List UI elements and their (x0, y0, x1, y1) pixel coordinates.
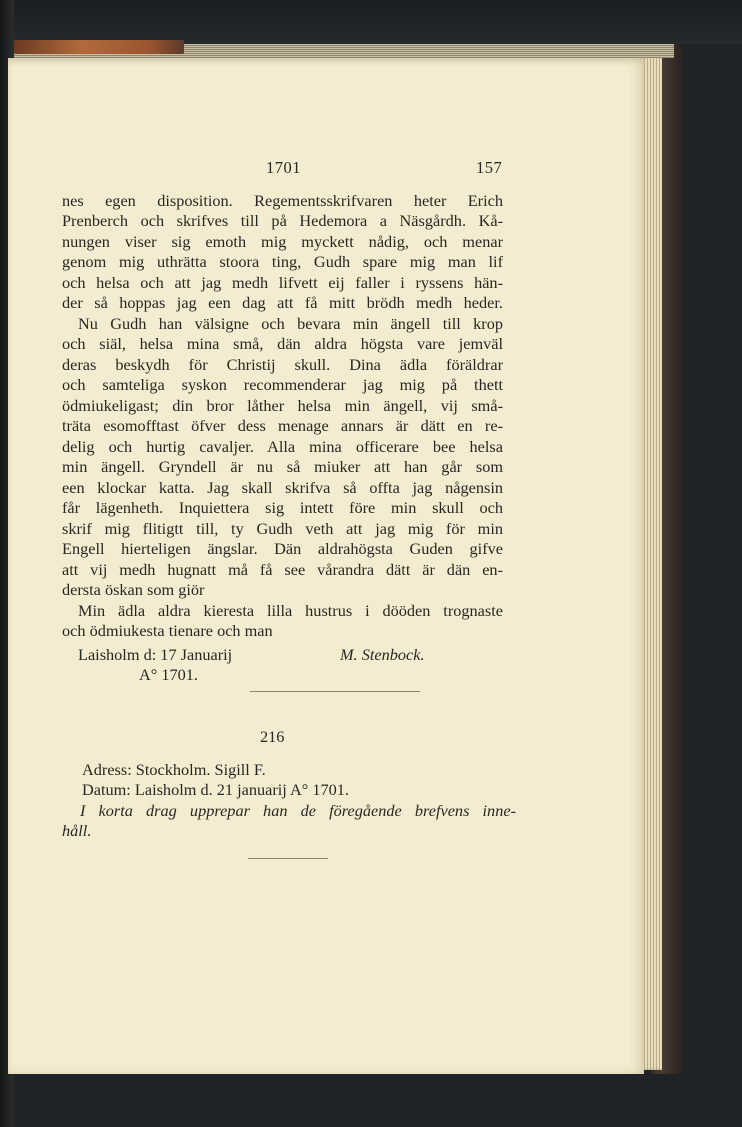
letter-line: Prenberch och skrifves till på Hedemora a Näsgårdh. Kå- (62, 211, 503, 230)
page-number: 157 (476, 158, 503, 177)
signature: M. Stenbock. (340, 645, 425, 664)
letter-line: dersta öskan som giör (62, 580, 205, 599)
letter-line: och helsa och att jag medh lifvett eij faller i ryssens hän- (62, 273, 503, 292)
bottom-divider (248, 858, 328, 859)
letter-line: Engell hierteligen ängslar. Dän aldrahögsta Guden gifve (62, 539, 503, 558)
letter-line: nes egen disposition. Regementsskrifvaren heter Erich (62, 191, 503, 210)
running-head-year: 1701 (266, 158, 301, 177)
letter-line: genom mig uthrätta stoora ting, Gudh spare mig man lif (62, 252, 503, 271)
scan-background-top (0, 0, 742, 44)
summary-line: I korta drag upprepar han de föregående brefvens inne- (80, 801, 516, 820)
summary-line: håll. (62, 821, 92, 840)
book-page (8, 58, 644, 1074)
letter-line: Min ädla aldra kieresta lilla hustrus i dööden trognaste (78, 601, 503, 620)
entry-number: 216 (260, 727, 285, 746)
letter-line: een klockar katta. Jag skall skrifva så offta jag någensin (62, 478, 503, 497)
letter-line: ödmiukeligast; din bror låther helsa min ängell, vij små- (62, 396, 503, 415)
letter-line: att vij medh hugnatt må få see vårandra dätt är dän en- (62, 560, 503, 579)
letter-line: Nu Gudh han välsigne och bevara min ängell till krop (78, 314, 503, 333)
letter-line: nungen viser sig emoth mig myckett nådig, och menar (62, 232, 503, 251)
letter-line: deras beskydh för Christij skull. Dina ädla föräldrar (62, 355, 503, 374)
date-line: Datum: Laisholm d. 21 januarij A° 1701. (82, 780, 349, 799)
letter-line: träta esomofftast öfver dess menage annars är dätt en re- (62, 416, 503, 435)
letter-line: der så hoppas jag een dag att få mitt brödh medh heder. (62, 293, 503, 312)
letter-line: min ängell. Gryndell är nu så miuker att han går som (62, 457, 503, 476)
letter-line: skrif mig flitigtt till, ty Gudh veth att jag mig för min (62, 519, 503, 538)
letter-line: och samteliga syskon recommenderar jag mig på thett (62, 375, 503, 394)
binding-ribbon (14, 40, 184, 54)
letter-line: och siäl, helsa mina små, dän aldra högsta vare jemväl (62, 334, 503, 353)
year-line: A° 1701. (139, 665, 198, 684)
address-line: Adress: Stockholm. Sigill F. (82, 760, 266, 779)
section-divider (250, 691, 420, 692)
letter-line: får lägenheth. Inquiettera sig intett före min skull och (62, 498, 503, 517)
place-date: Laisholm d: 17 Januarij (78, 645, 233, 664)
letter-line: delig och hurtig cavaljer. Alla mina officerare bee helsa (62, 437, 503, 456)
letter-line: och ödmiukesta tienare och man (62, 621, 273, 640)
